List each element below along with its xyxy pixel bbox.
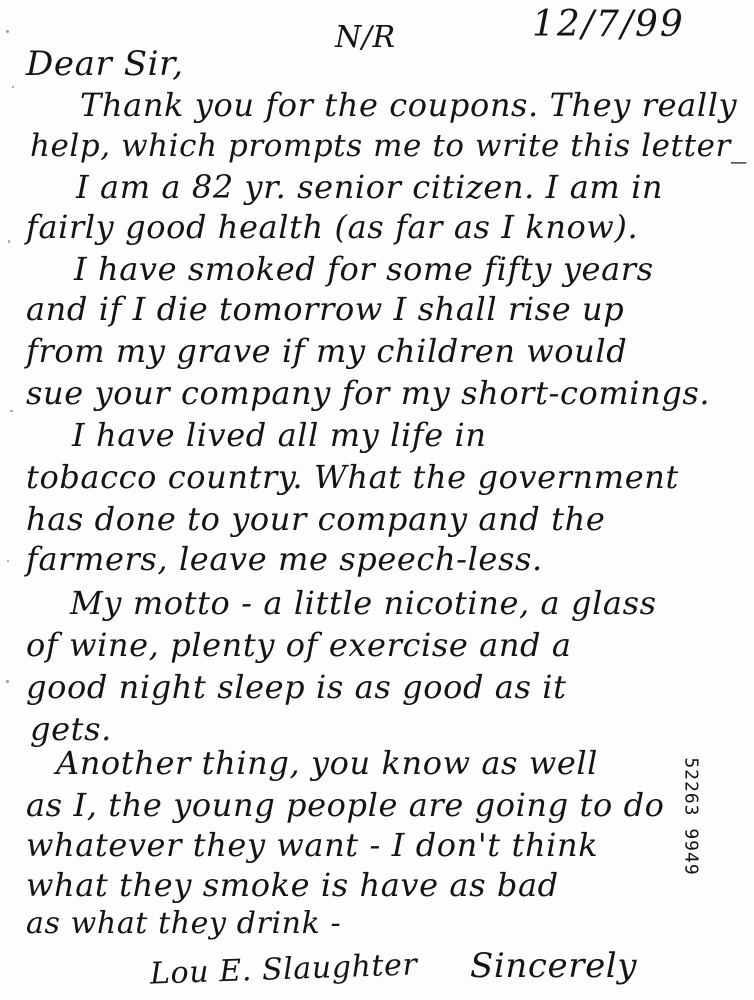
nr-notation: N/R [335,20,396,55]
letter-line: My motto - a little nicotine, a glass [70,584,657,622]
letter-line: has done to your company and the [26,500,606,538]
letter-line: good night sleep is as good as it [26,668,567,706]
letter-line: Another thing, you know as well [56,744,599,782]
signature: Lou E. Slaughter [149,947,418,992]
letter-line: whatever they want - I don't think [26,826,599,864]
closing: Sincerely [470,946,638,986]
letter-line: sue your company for my short-comings. [26,374,711,412]
document-id-stamp [674,716,708,916]
letter-line: fairly good health (as far as I know). [26,208,639,246]
letter-line: gets. [30,710,112,748]
letter-line: what they smoke is have as bad [26,866,559,904]
scan-speck [10,410,13,412]
letter-line: I have lived all my life in [72,416,487,454]
letter-line: I am a 82 yr. senior citizen. I am in [76,168,664,206]
letter-line: I have smoked for some fifty years [74,250,654,288]
letter-line: of wine, plenty of exercise and a [26,626,572,664]
salutation: Dear Sir, [26,44,184,84]
scan-speck [12,86,14,88]
letter-line: and if I die tomorrow I shall rise up [26,290,625,328]
letter-line: tobacco country. What the government [26,458,679,496]
scan-speck [6,30,9,33]
letter-line: Thank you for the coupons. They really [80,86,738,124]
letter-line: from my grave if my children would [26,332,628,370]
letter-line: help, which prompts me to write this letter_ [30,128,747,164]
scan-speck [8,240,10,243]
letter-date: 12/7/99 [532,4,685,45]
letter-line: as what they drink - [26,906,342,941]
letter-line: farmers, leave me speech-less. [26,540,543,578]
scan-speck [6,680,9,683]
scan-speck [7,560,9,562]
document-id: 52263 9949 [680,756,702,876]
letter-line: as I, the young people are going to do [26,786,665,824]
